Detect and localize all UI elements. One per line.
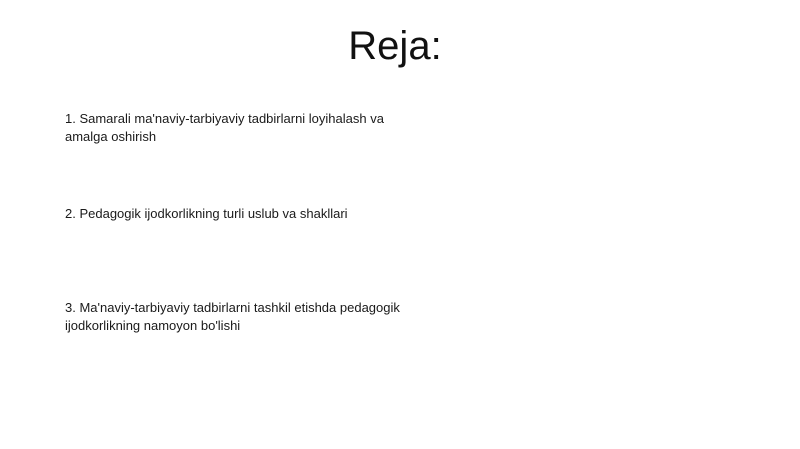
plan-item-3: 3. Ma'naviy-tarbiyaviy tadbirlarni tashkil etishda pedagogik ijodkorlikning namoyon bo'lishi xyxy=(65,300,400,333)
plan-item-2: 2. Pedagogik ijodkorlikning turli uslub va shakllari xyxy=(65,206,348,221)
slide-title: Reja: xyxy=(348,24,442,68)
plan-item-1: 1. Samarali ma'naviy-tarbiyaviy tadbirlarni loyihalash va amalga oshirish xyxy=(65,111,384,144)
